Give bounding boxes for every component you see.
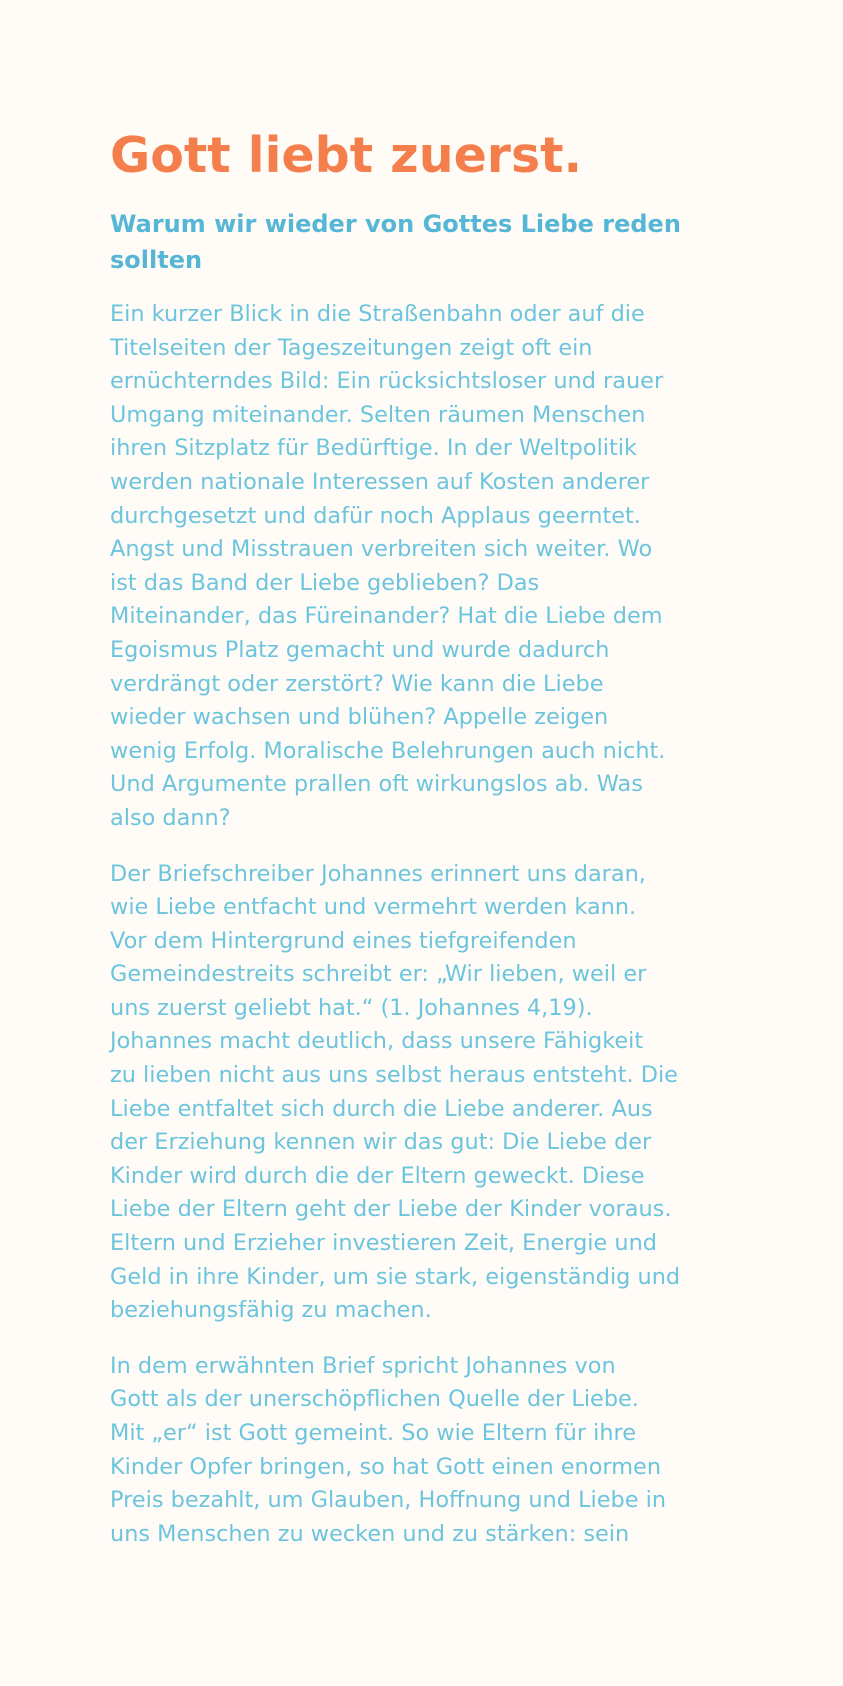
body-paragraph-1: Ein kurzer Blick in die Straßenbahn oder auf die Titelseiten der Tageszeitungen zeigt oft ein ernüchterndes Bild: Ein rücksichtsloser und rauer Umgang miteinander. Selten räumen Menschen ihren Sitzplatz für Bedürftige. In der Weltpolitik werden nationale Interessen auf Kosten anderer durchgesetzt und dafür noch Applaus geerntet. Angst und Misstrauen verbreiten sich weiter. Wo ist das Band der Liebe geblieben? Das Miteinander, das Füreinander? Hat die Liebe dem Egoismus Platz gemacht und wurde dadurch verdrängt oder zerstört? Wie kann die Liebe wieder wachsen und blühen? Appelle zeigen wenig Erfolg. Moralische Belehrungen auch nicht. Und Argumente prallen oft wirkungslos ab. Was also dann? <box>110 301 666 831</box>
body-paragraph-3: In dem erwähnten Brief spricht Johannes von Gott als der unerschöpflichen Quelle der Liebe. Mit „er“ ist Gott gemeint. So wie Eltern für ihre Kinder Opfer bringen, so hat Gott einen enormen Preis bezahlt, um Glauben, Hoffnung und Liebe in uns Menschen zu wecken und zu stärken: sein <box>110 1352 667 1547</box>
body-paragraph-2: Der Briefschreiber Johannes erinnert uns daran, wie Liebe entfacht und vermehrt werden kann. Vor dem Hintergrund eines tiefgreifenden Gemeindestreits schreibt er: „Wir lieben, weil er uns zuerst geliebt hat.“ (1. Johannes 4,19). Johannes macht deutlich, dass unsere Fähigkeit zu lieben nicht aus uns selbst heraus entsteht. Die Liebe entfaltet sich durch die Liebe anderer. Aus der Erziehung kennen wir das gut: Die Liebe der Kinder wird durch die der Eltern geweckt. Diese Liebe der Eltern geht der Liebe der Kinder voraus. Eltern und Erzieher investieren Zeit, Energie und Geld in ihre Kinder, um sie stark, eigenständig und beziehungsfähig zu machen. <box>110 860 681 1324</box>
page-title: Gott liebt zuerst. <box>110 127 583 184</box>
page-subtitle: Warum wir wieder von Gottes Liebe reden sollten <box>110 210 681 274</box>
article <box>110 126 810 1551</box>
